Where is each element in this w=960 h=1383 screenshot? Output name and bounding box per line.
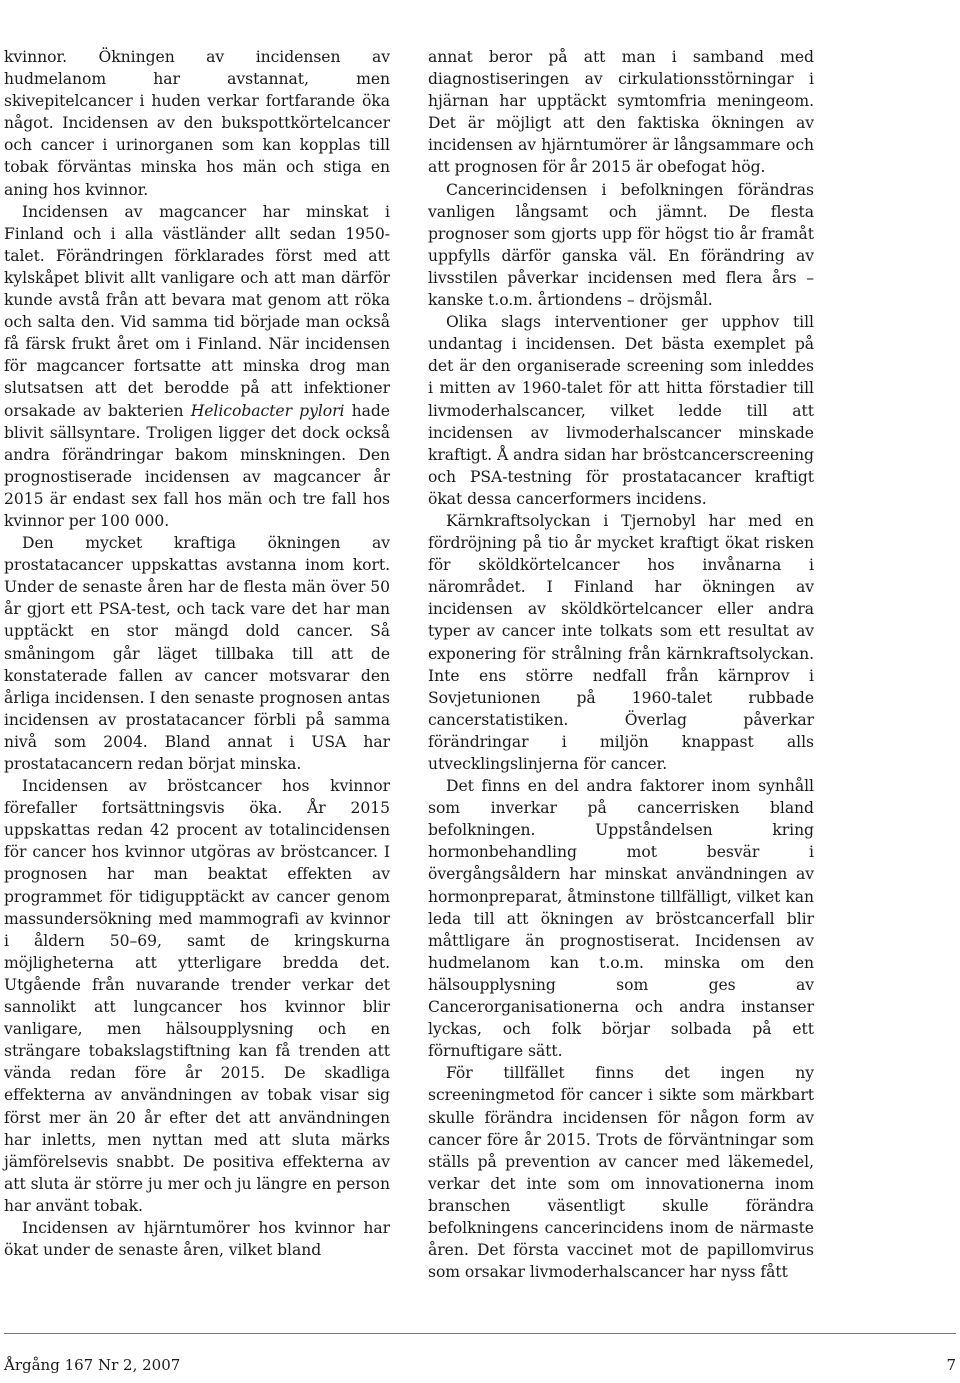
paragraph-stomach-cancer: Incidensen av magcancer har minskat i Finland och i alla västländer allt sedan 1950-talet. Förändringen förklarades först med att kylskåpet blivit allt vanligare och att man därför kunde avstå från att bevara mat genom att röka och salta den. Vid samma tid började man också få färsk frukt året om i Finland. När incidensen för magcancer fortsatte att minska drog man slutsatsen att det berodde på att infektioner orsakade av bakterien Helicobacter pylori hade blivit sällsyntare. Troligen ligger det dock också andra förändringar bakom minskningen. Den prognostiserade incidensen av magcancer år 2015 är endast sex fall hos män och tre fall hos kvinnor per 100 000. [4,202,390,530]
issue-label: Årgång 167 Nr 2, 2007 [4,1356,181,1374]
footer-rule [4,1333,956,1334]
paragraph-brain-tumors: Incidensen av hjärntumörer hos kvinnor har ökat under de senaste åren, vilket bland [4,1218,390,1260]
left-column [4,46,390,1261]
page-number: 7 [946,1356,956,1374]
paragraph-prostate-cancer: Den mycket kraftiga ökningen av prostatacancer uppskattas avstanna inom kort. Under de senaste åren har de flesta män över 50 år gjort ett PSA-test, och tack vare det har man upptäckt en stor mängd dold cancer. Så småningom går läget tillbaka till att de konstaterade fallen av cancer motsvarar den årliga incidensen. I den senaste prognosen antas incidensen av prostatacancer förbli på samma nivå som 2004. Bland annat i USA har prostatacancern redan börjat minska. [4,534,390,773]
paragraph-incidence-change: Cancerincidensen i befolkningen förändras vanligen långsamt och jämnt. De flesta prognoser som gjorts upp för högst tio år framåt uppfylls därför ganska väl. En förändring av livsstilen påverkar incidensen med flera års – kanske t.o.m. årtiondens – dröjsmål. [428,180,814,310]
right-column [428,46,814,1283]
paragraph-brain-tumors-cont: annat beror på att man i samband med diagnostiseringen av cirkulationsstörningar i hjärnan har upptäckt symtomfria meningeom. Det är möjligt att den faktiska ökningen av incidensen av hjärntumörer är långsammare och att prognosen för år 2015 är obefogat hög. [428,48,814,177]
paragraph-skin-cancer: kvinnor. Ökningen av incidensen av hudmelanom har avstannat, men skivepitelcancer i huden verkar fortfarande öka något. Incidensen av den bukspottkörtelcancer och cancer i urinorganen som kan kopplas till tobak förväntas minska hos män och stiga en aning hos kvinnor. [4,48,390,199]
paragraph-screening-methods: För tillfället finns det ingen ny screeningmetod för cancer i sikte som märkbart skulle förändra incidensen för någon form av cancer före år 2015. Trots de förväntningar som ställs på prevention av cancer med läkemedel, verkar det inte som om innovationerna inom branschen väsentligt skulle förändra befolkningens cancerincidens inom de närmaste åren. Det första vaccinet mot de papillomvirus som orsakar livmoderhalscancer har nyss fått [428,1064,814,1282]
paragraph-interventions: Olika slags interventioner ger upphov till undantag i incidensen. Det bästa exemplet på det är den organiserade screening som inleddes i mitten av 1960-talet för att hitta förstadier till livmoderhalscancer, vilket ledde till att incidensen av livmoderhalscancer minskade kraftigt. Å andra sidan har bröstcancerscreening och PSA-testning för prostatacancer kraftigt ökat dessa cancerformers incidens. [428,313,814,508]
paragraph-chernobyl: Kärnkraftsolyckan i Tjernobyl har med en fördröjning på tio år mycket kraftigt ökat risken för sköldkörtelcancer hos invånarna i närområdet. I Finland har ökningen av incidensen av sköldkörtelcancer eller andra typer av cancer inte tolkats som ett resultat av exponering för strålning från kärnkraftsolyckan. Inte ens större nedfall från kärnprov i Sovjetunionen på 1960-talet rubbade cancerstatistiken. Överlag påverkar förändringar i miljön knappast alls utvecklingslinjerna för cancer. [428,511,814,773]
paragraph-breast-cancer: Incidensen av bröstcancer hos kvinnor förefaller fortsättningsvis öka. År 2015 uppskattas redan 42 procent av totalincidensen för cancer hos kvinnor utgöras av bröstcancer. I prognosen har man beaktat effekten av programmet för tidigupptäckt av cancer genom massundersökning med mammografi av kvinnor i åldern 50–69, samt de kringskurna möjligheterna att ytterligare bredda det. Utgående från nuvarande trender verkar det sannolikt att lungcancer hos kvinnor blir vanligare, men hälsoupplysning och en strängare tobakslagstiftning kan få trenden att vända redan före år 2015. De skadliga effekterna av användningen av tobak visar sig först mer än 20 år efter det att användningen har inletts, men nyttan med att sluta märks jämförelsevis snabbt. De positiva effekterna av att sluta är större ju mer och ju längre en person har använt tobak. [4,777,390,1215]
paragraph-other-factors: Det finns en del andra faktorer inom synhåll som inverkar på cancerrisken bland befolkningen. Uppståndelsen kring hormonbehandling mot besvär i övergångsåldern har minskat användningen av hormonpreparat, åtminstone tillfälligt, vilket kan leda till att ökningen av bröstcancerfall blir måttligare än prognostiserat. Incidensen av hudmelanom kan t.o.m. minska om den hälsoupplysning som ges av Cancerorganisationerna och andra instanser lyckas, och folk börjar solbada på ett förnuftigare sätt. [428,777,814,1061]
